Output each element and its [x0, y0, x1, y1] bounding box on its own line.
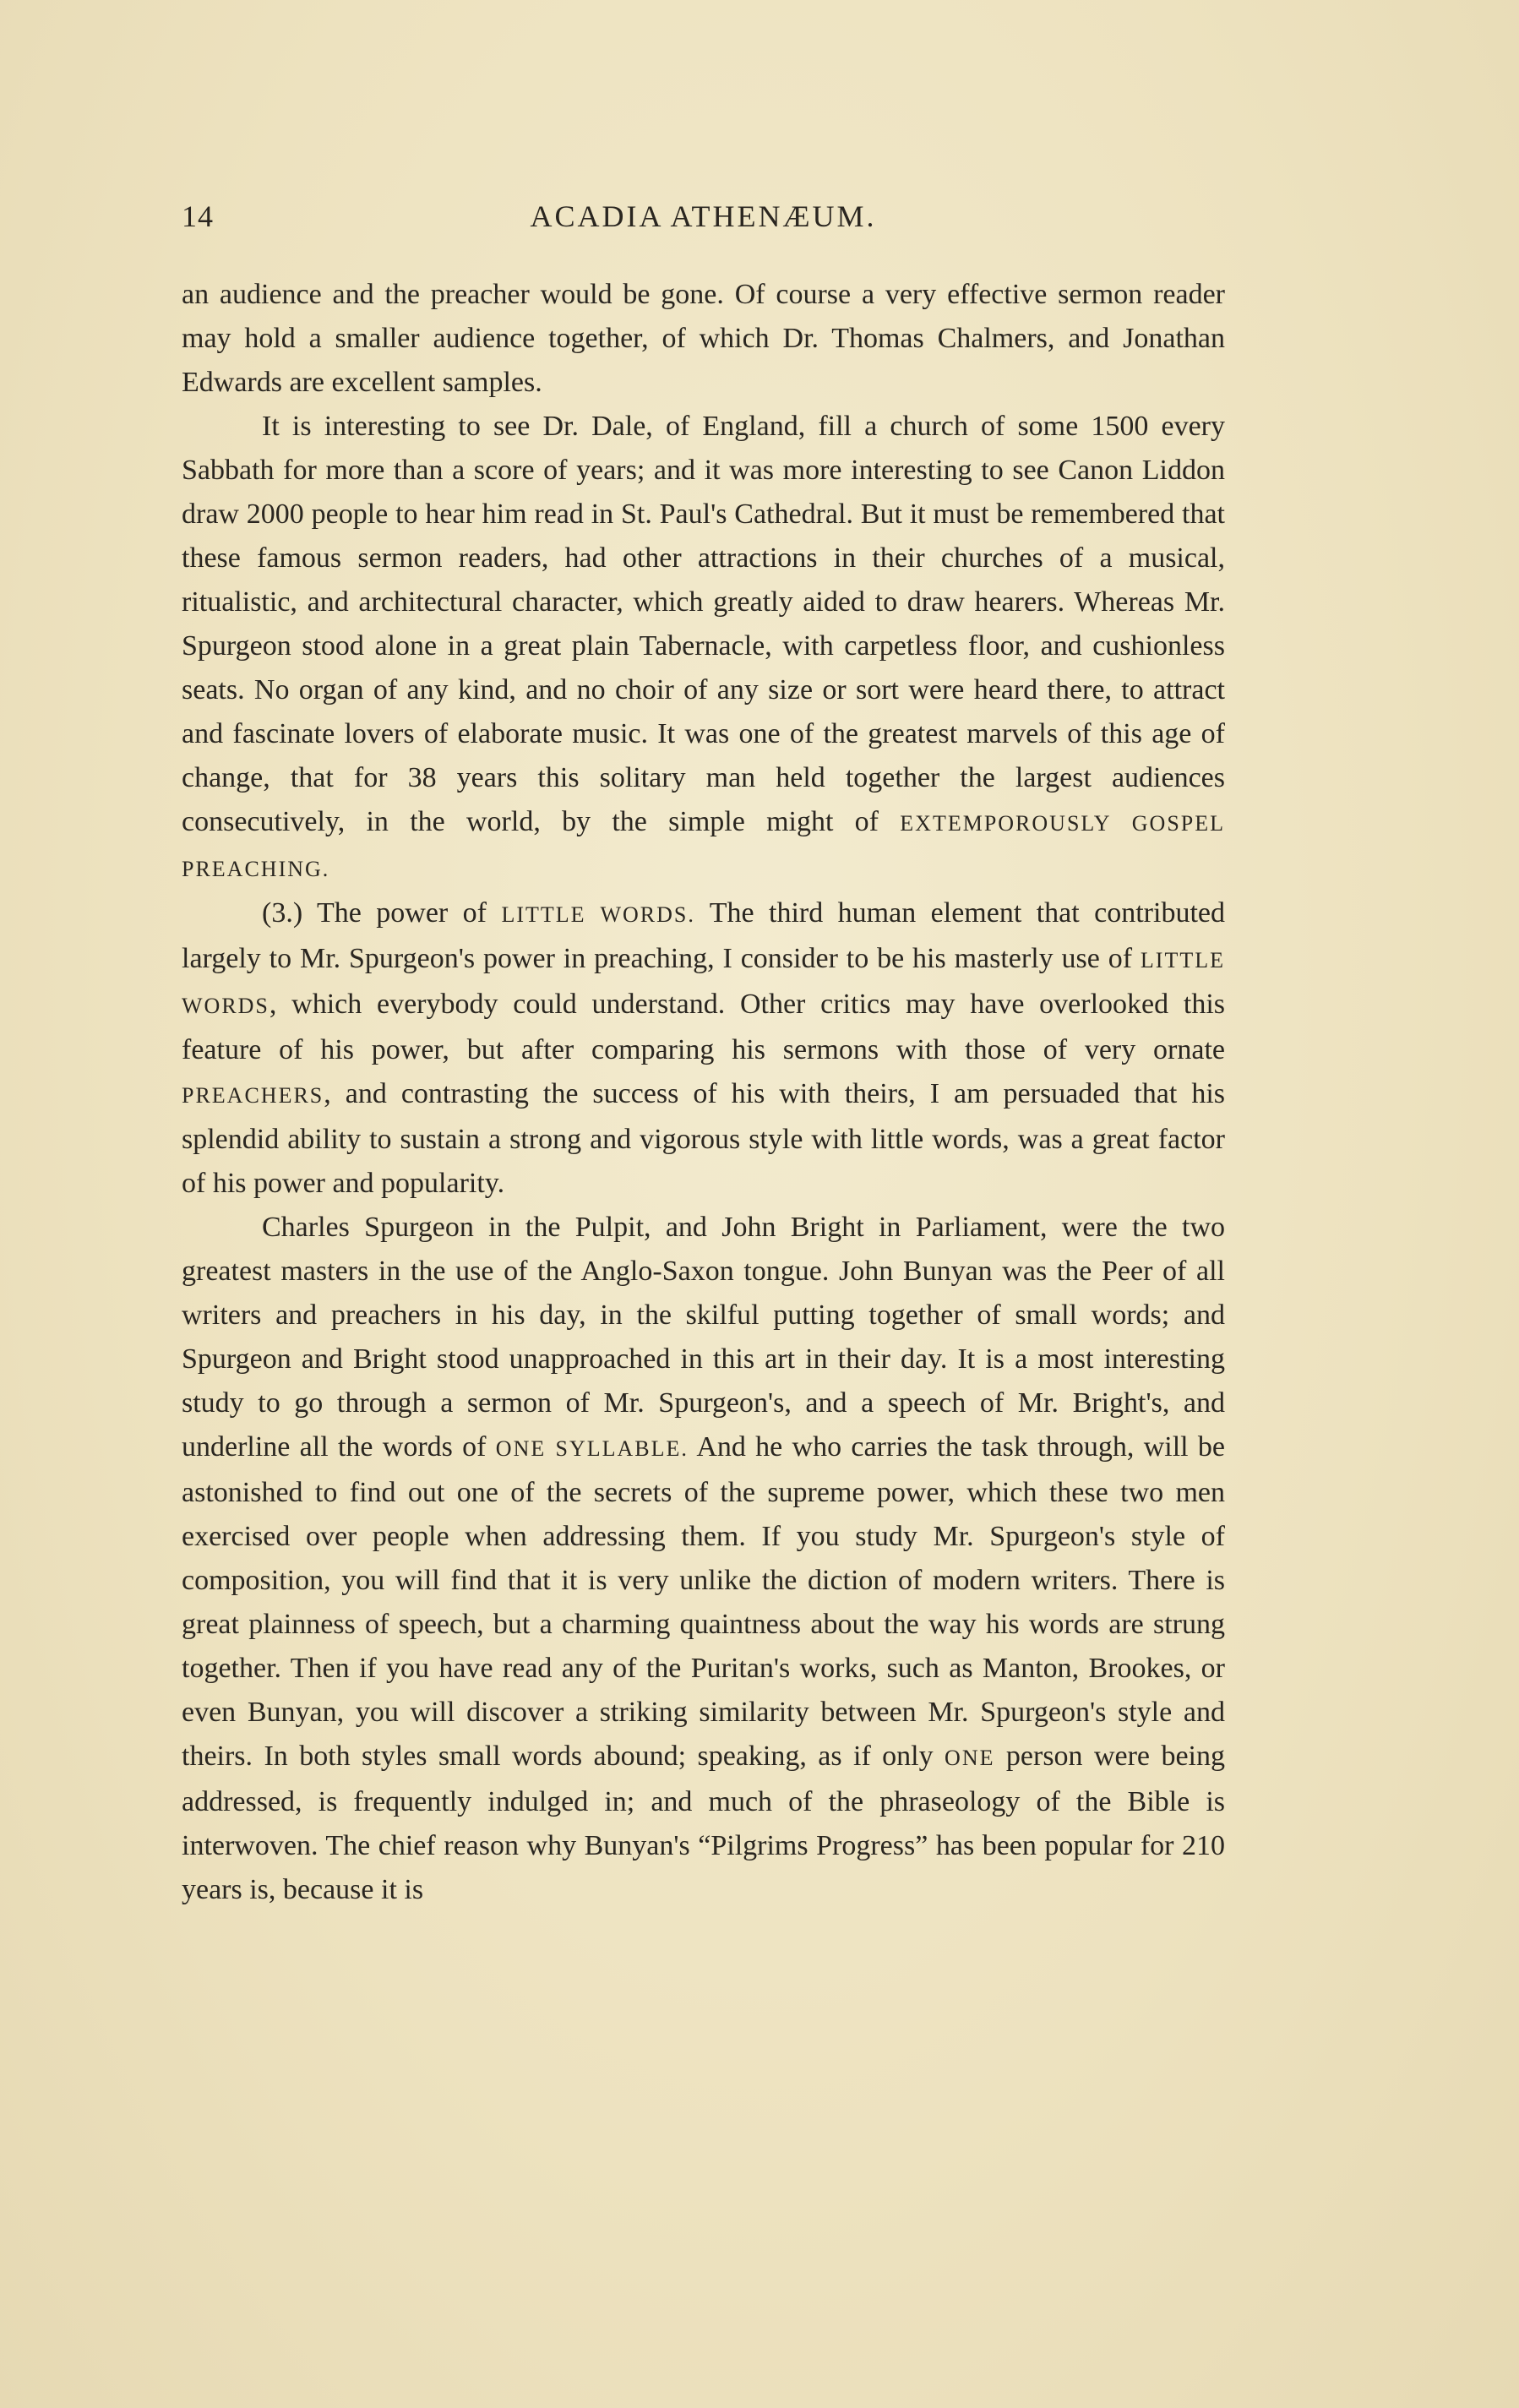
text-run: person were being addressed, is frequently indulged in; and much of the phraseology of the Bible is interwoven. The chief reason why Bunyan's “Pilgrims Progress” has been popular for 210 years is, because it is	[182, 1741, 1225, 1905]
paragraph-4	[182, 1206, 1225, 1912]
paragraph-3	[182, 891, 1225, 1206]
small-caps-text: PREACHERS	[182, 1083, 324, 1108]
article-body	[182, 273, 1225, 1912]
page	[182, 199, 1225, 1912]
running-head	[182, 199, 1225, 249]
text-run: (3.) The power of	[262, 897, 502, 929]
text-run: The third human element that contributed largely to Mr. Spurgeon's power in preaching, I consider to be his masterly use of	[182, 897, 1225, 974]
small-caps-text: ONE SYLLABLE.	[495, 1436, 689, 1461]
text-run: It is interesting to see Dr. Dale, of England, fill a church of some 1500 every Sabbath for more than a score of years; and it was more interesting to see Canon Liddon draw 2000 people to hear him read in St. Paul's Cathedral. But it must be remembered that these famous sermon readers, had other attractions in their churches of a musical, ritualistic, and architectural character, which greatly aided to draw hearers. Whereas Mr. Spurgeon stood alone in a great plain Tabernacle, with carpetless floor, and cushionless seats. No organ of any kind, and no choir of any size or sort were heard there, to attract and fascinate lovers of elaborate music. It was one of the greatest marvels of this age of change, that for 38 years this solitary man held together the largest audiences consecutively, in the world, by the simple might of	[182, 411, 1225, 837]
paragraph-2	[182, 405, 1225, 891]
small-caps-text: ONE	[945, 1746, 995, 1770]
small-caps-text: LITTLE WORDS.	[501, 902, 695, 927]
journal-title: ACADIA ATHENÆUM.	[530, 199, 877, 233]
text-run: Charles Spurgeon in the Pulpit, and John Bright in Parliament, were the two greatest masters in the use of the Anglo-Saxon tongue. John Bunyan was the Peer of all writers and preachers in his day, in the skilful putting together of small words; and Spurgeon and Bright stood unapproached in this art in their day. It is a most interesting study to go through a sermon of Mr. Spurgeon's, and a speech of Mr. Bright's, and underline all the words of	[182, 1212, 1225, 1463]
text-run: , which everybody could understand. Other critics may have overlooked this feature of his power, but after comparing his sermons with those of very ornate	[182, 989, 1225, 1065]
small-caps-text: LITTLE WORDS	[182, 948, 1225, 1018]
page-number: 14	[182, 199, 214, 233]
paragraph-1	[182, 273, 1225, 405]
small-caps-text: EXTEMPOROUSLY GOSPEL PREACHING.	[182, 811, 1226, 881]
text-run: And he who carries the task through, will be astonished to find out one of the secrets of the supreme power, which these two men exercised over people when addressing them. If you study Mr. Spurgeon's style of composition, you will find that it is very unlike the diction of modern writers. There is great plainness of speech, but a charming quaintness about the way his words are strung together. Then if you have read any of the Puritan's works, such as Manton, Brookes, or even Bunyan, you will discover a striking similarity between Mr. Spurgeon's style and theirs. In both styles small words abound; speaking, as if only	[182, 1431, 1225, 1772]
text-run: an audience and the preacher would be gone. Of course a very effective sermon reader may hold a smaller audience together, of which Dr. Thomas Chalmers, and Jonathan Edwards are excellent samples.	[182, 279, 1225, 398]
text-run: , and contrasting the success of his with theirs, I am persuaded that his splendid ability to sustain a strong and vigorous style with little words, was a great factor of his power and popularity.	[182, 1078, 1225, 1199]
